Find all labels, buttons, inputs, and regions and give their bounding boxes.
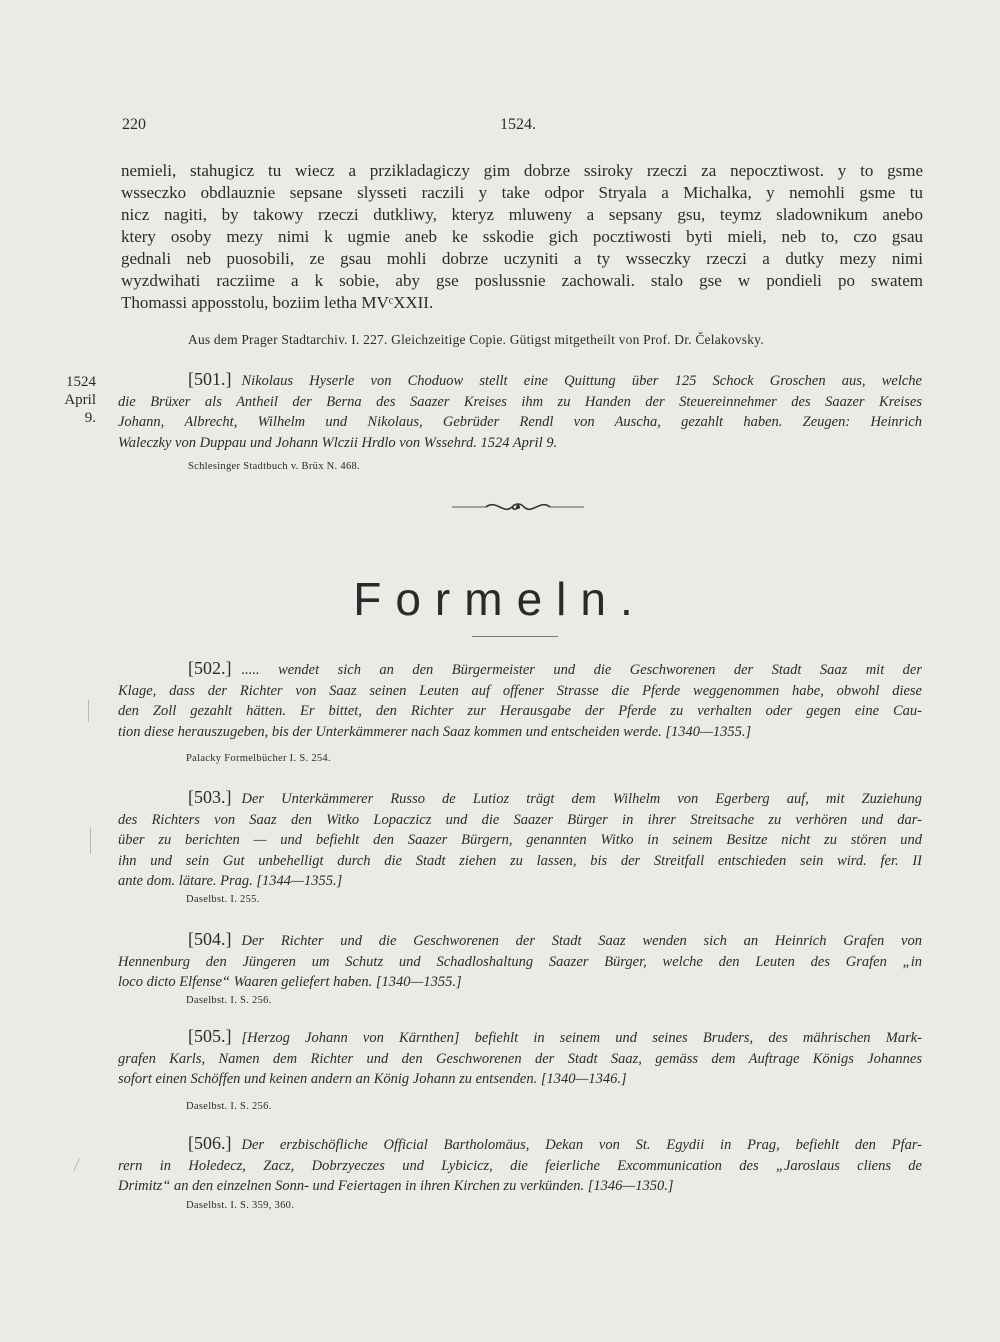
text-line: Johann, Albrecht, Wilhelm und Nikolaus, Gebrüder Rendl von Auscha, gezahlt haben. Zeugen: Heinrich [118,414,922,430]
text-line: Waleczky von Duppau und Johann Wlczii Hrdlo von Wssehrd. 1524 April 9. [118,434,558,451]
text-line: Drimitz“ an den einzelnen Sonn- und Feiertagen in ihren Kirchen zu verkünden. [1346—1350.] [118,1178,674,1194]
source-note: Daselbst. I. S. 256. [186,1101,272,1112]
source-note: Aus dem Prager Stadtarchiv. I. 227. Gleichzeitige Copie. Gütigst mitgetheilt von Prof. Dr. Čelakovsky. [188,332,764,347]
text-line: loco dicto Elfense“ Waaren geliefert haben. [1340—1355.] [118,974,462,990]
text-line: grafen Karls, Namen dem Richter und den Geschworenen der Stadt Saaz, gemäss dem Auftrage Königs Johannes [118,1050,922,1067]
text-line: Hennenburg den Jüngeren um Schutz und Schadloshaltung Saazer Bürger, welche den Leuten des Grafen „in [118,953,922,970]
page-number: 220 [122,116,146,133]
pencil-mark [73,1158,80,1171]
entry-number: [506.] [188,1133,232,1153]
entry-text: ..... wendet sich an den Bürgermeister und die Geschworenen der Stadt Saaz mit der [241,662,922,678]
entry-number: [504.] [188,929,232,949]
text-line: über zu berichten — und befiehlt den Saazer Bürgern, genannten Witko in seinem Besitze nicht zu stören und [118,832,922,848]
text-line: wsseczko obdlauznie sepsane slysseti raczili y take odpor Stryala a Michalka, y nemohli gsme tu [121,183,923,202]
entry-501 [118,369,922,453]
text-line: sofort einen Schöffen und keinen andern an König Johann zu entsenden. [1340—1346.] [118,1071,627,1087]
text-line [118,929,922,952]
heading-underline [472,636,558,637]
text-line: nemieli, stahugicz tu wiecz a przikladagiczy gim dobrze ssiroky rzeczi za nepocztiwost. y to gsme [121,161,923,180]
text-line: des Richters von Saaz den Witko Lopaczicz und die Saazer Bürger in ihrer Streitsache zu verhören und dar- [118,811,922,828]
text-line: den Zoll gezahlt hätten. Er bittet, den Richter zur Herausgabe der Pferde zu verhalten oder gegen eine Cau- [118,703,922,719]
section-heading: Formeln. [353,573,647,625]
entry-text: Der erzbischöfliche Official Bartholomäus, Dekan von St. Egydii in Prag, befiehlt den Pfar- [241,1137,922,1153]
text-line: Klage, dass der Richter von Saaz seinen Leuten auf offener Strasse die Pferde weggenommen habe, obwohl diese [118,682,922,699]
entry-505 [118,1026,922,1090]
pencil-mark [88,700,89,722]
ornament-divider-icon [452,497,584,517]
entry-number: [502.] [188,658,232,678]
text-line [118,787,922,810]
margin-day: April 9. [64,392,96,426]
source-note: Daselbst. I. S. 256. [186,995,272,1006]
text-line: ihn und sein Gut unbehelligt durch die Stadt ziehen zu lassen, bis der Streitfall entschieden sein wird. fer. II [118,852,922,869]
text-line: die Brüxer als Antheil der Berna des Saazer Kreises ihm zu Handen der Steuereinnehmer des Saazer Kreises [118,393,922,410]
entry-number: [501.] [188,369,232,389]
pencil-mark [90,828,91,854]
margin-date [58,373,96,427]
text-line: rern in Holedecz, Zacz, Dobrzyeczes und Lybicicz, die feierliche Excommunication des „Jaroslaus cliens de [118,1157,922,1174]
text-line [118,1133,922,1156]
source-note: Daselbst. I. S. 359, 360. [186,1200,295,1211]
text-line: nicz nagiti, by takowy rzeczi dutkliwy, kteryz mluweny a sepsany gsu, teymz sladownikum anebo [121,205,923,224]
text-line: tion diese herauszugeben, bis der Unterkämmerer nach Saaz kommen und entscheiden werde. [1340—1355.] [118,723,752,740]
text-line: wyzdwihati racziime a k sobie, aby gse poslussnie zachowali. stalo gse w pondieli po swatem [121,271,923,290]
entry-text: Der Unterkämmerer Russo de Lutioz trägt dem Wilhelm von Egerberg auf, mit Zuziehung [241,791,922,807]
text-line: ante dom. lätare. Prag. [1344—1355.] [118,873,343,889]
entry-text: [Herzog Johann von Kärnthen] befiehlt in seinem und seines Bruders, des mährischen Mark- [241,1030,922,1046]
source-note: Palacky Formelbücher I. S. 254. [186,753,331,764]
source-note: Daselbst. I. 255. [186,894,260,905]
entry-number: [505.] [188,1026,232,1046]
entry-number: [503.] [188,787,232,807]
intro-paragraph [121,160,923,314]
entry-503 [118,787,922,892]
text-line: gednali neb puosobili, ze gsau mohli dobrze uczyniti a ty wsseczky rzeczi a dutky mezy nimi [121,249,923,268]
entry-text: Nikolaus Hyserle von Choduow stellt eine Quittung über 125 Schock Groschen aus, welche [241,373,922,389]
text-line [118,658,922,681]
entry-504 [118,929,922,993]
text-line [118,369,922,392]
text-line [118,1026,922,1049]
source-note: Schlesinger Stadtbuch v. Brüx N. 468. [188,461,360,472]
running-year: 1524. [500,116,536,133]
text-line: ktery osoby mezy nimi k ugmie aneb ke sskodie gich pocztiwosti byti mieli, neb to, czo gsau [121,227,923,246]
entry-502 [118,658,922,742]
entry-506 [118,1133,922,1197]
running-header [122,116,922,136]
entry-text: Der Richter und die Geschworenen der Stadt Saaz wenden sich an Heinrich Grafen von [241,933,922,949]
margin-year: 1524 [66,374,96,390]
text-line: Thomassi apposstolu, boziim letha MVᶜXXII. [121,293,434,312]
